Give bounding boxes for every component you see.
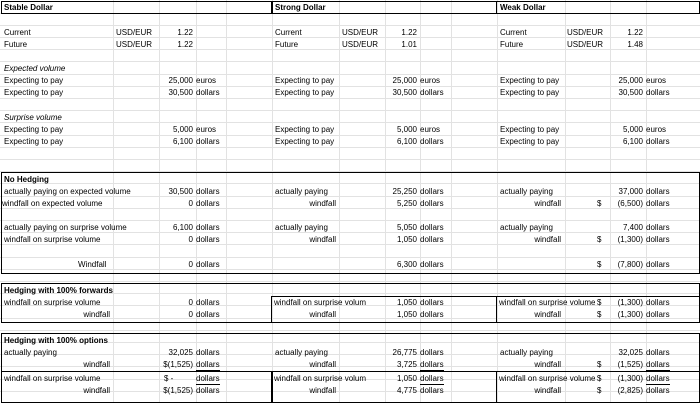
strong-opt-unit-2: dollars — [420, 360, 444, 369]
weak-dollar-sign-7: $ — [597, 374, 602, 383]
weak-dollar-sign-2: $ — [597, 235, 602, 244]
no-hedging-title: No Hedging — [4, 175, 49, 184]
weak-nh-pay-expected: 37,000 — [618, 187, 643, 196]
weak-dollar-header: Weak Dollar — [500, 3, 546, 12]
weak-expecting-1: Expecting to pay — [500, 76, 560, 85]
stable-opt-surprise-label: windfall on surprise volume — [4, 374, 101, 383]
weak-actual-label: actually paying — [500, 187, 553, 196]
stable-fwd-windfall-label: windfall on surprise volume — [4, 298, 101, 307]
stable-current-rate: 1.22 — [177, 28, 193, 37]
strong-nh-unit-3: dollars — [420, 223, 444, 232]
weak-nh-unit-4: dollars — [646, 235, 670, 244]
weak-opt-windfall-label-2: windfall — [534, 386, 561, 395]
stable-sur-euros: 5,000 — [172, 125, 193, 134]
strong-expecting-2: Expecting to pay — [275, 88, 335, 97]
stable-fwd-unit-2: dollars — [196, 310, 220, 319]
stable-future-label: Future — [4, 40, 28, 49]
stable-actual-expected-label: actually paying on expected volume — [4, 187, 131, 196]
weak-opt-pay: 32,025 — [618, 348, 643, 357]
weak-opt-unit-2: dollars — [646, 360, 670, 369]
stable-fwd-unit-1: dollars — [196, 298, 220, 307]
stable-opt-pay: 32,025 — [168, 348, 193, 357]
strong-fwd-b: 1,050 — [396, 310, 417, 319]
stable-nh-windfall-surprise: 0 — [188, 235, 193, 244]
weak-future-label: Future — [500, 40, 524, 49]
stable-opt-unit-3: dollars — [196, 374, 220, 383]
weak-windfall-label-2: windfall — [534, 235, 561, 244]
stable-sur-dollars: 6,100 — [172, 137, 193, 146]
stable-sexpecting-1: Expecting to pay — [4, 125, 64, 134]
strong-windfall-total: 6,300 — [396, 260, 417, 269]
weak-dollar-sign-6: $ — [597, 360, 602, 369]
stable-exp-dollars: 30,500 — [168, 88, 193, 97]
strong-opt-windfall: 3,725 — [396, 360, 417, 369]
weak-opt-actual-label: actually paying — [500, 348, 553, 357]
weak-nh-windfall-expected: (6,500) — [617, 199, 643, 208]
strong-opt-windfall-label-2: windfall — [309, 386, 336, 395]
weak-sunit-dollars: dollars — [646, 137, 670, 146]
stable-opt-unit-2: dollars — [196, 360, 220, 369]
expected-volume-label: Expected volume — [4, 64, 66, 73]
weak-windfall-total: (7,800) — [617, 260, 643, 269]
weak-future-rate: 1.48 — [627, 40, 643, 49]
strong-current-rate: 1.22 — [401, 28, 417, 37]
strong-exp-dollars: 30,500 — [392, 88, 417, 97]
strong-unit-euros: euros — [420, 76, 441, 85]
weak-usdeur-1: USD/EUR — [567, 28, 604, 37]
stable-nh-unit-3: dollars — [196, 223, 220, 232]
weak-unit-euros: euros — [646, 76, 667, 85]
strong-opt-windfall-label: windfall — [309, 360, 336, 369]
weak-nh-unit-3: dollars — [646, 223, 670, 232]
weak-nh-unit-2: dollars — [646, 199, 670, 208]
strong-windfall-label-2: windfall — [309, 235, 336, 244]
surprise-volume-label: Surprise volume — [4, 113, 62, 122]
weak-dollar-sign-8: $ — [597, 386, 602, 395]
strong-nh-pay-expected: 25,250 — [392, 187, 417, 196]
weak-sunit-euros: euros — [646, 125, 667, 134]
stable-windfall-total: 0 — [188, 260, 193, 269]
weak-dollar-sign-3: $ — [597, 260, 602, 269]
stable-usdeur-2: USD/EUR — [116, 40, 153, 49]
strong-fwd-a: 1,050 — [396, 298, 417, 307]
strong-nh-unit-4: dollars — [420, 235, 444, 244]
weak-fwd-unit-2: dollars — [646, 310, 670, 319]
weak-fwd-windfall-label-2: windfall — [534, 310, 561, 319]
weak-current-rate: 1.22 — [627, 28, 643, 37]
stable-total-unit: dollars — [196, 260, 220, 269]
weak-fwd-a: (1,300) — [617, 298, 643, 307]
strong-windfall-label: windfall — [309, 199, 336, 208]
weak-total-unit: dollars — [646, 260, 670, 269]
weak-exp-euros: 25,000 — [618, 76, 643, 85]
stable-nh-pay-surprise: 6,100 — [172, 223, 193, 232]
options-title: Hedging with 100% options — [4, 336, 109, 345]
stable-windfall-expected-label: windfall on expected volume — [2, 199, 103, 208]
weak-sexpecting-2: Expecting to pay — [500, 137, 560, 146]
strong-future-label: Future — [275, 40, 299, 49]
strong-dollar-header: Strong Dollar — [275, 3, 326, 12]
stable-opt-surprise: $ - — [164, 374, 174, 383]
stable-opt-windfall: $(1,525) — [163, 360, 193, 369]
stable-future-rate: 1.22 — [177, 40, 193, 49]
forwards-title: Hedging with 100% forwards — [4, 286, 113, 295]
strong-nh-pay-surprise: 5,050 — [396, 223, 417, 232]
stable-nh-unit-1: dollars — [196, 187, 220, 196]
weak-opt-unit-3: dollars — [646, 374, 670, 383]
weak-dollar-sign-5: $ — [597, 310, 602, 319]
weak-actual-label-2: actually paying — [500, 223, 553, 232]
stable-exp-euros: 25,000 — [168, 76, 193, 85]
weak-dollar-sign-4: $ — [597, 298, 602, 307]
strong-exp-euros: 25,000 — [392, 76, 417, 85]
stable-nh-pay-expected: 30,500 — [168, 187, 193, 196]
strong-sur-dollars: 6,100 — [396, 137, 417, 146]
strong-usdeur-2: USD/EUR — [342, 40, 379, 49]
weak-sexpecting-1: Expecting to pay — [500, 125, 560, 134]
strong-opt-unit-3: dollars — [420, 374, 444, 383]
strong-actual-label: actually paying — [275, 187, 328, 196]
strong-future-rate: 1.01 — [401, 40, 417, 49]
stable-opt-unit-4: dollars — [196, 386, 220, 395]
strong-usdeur-1: USD/EUR — [342, 28, 379, 37]
stable-nh-unit-4: dollars — [196, 235, 220, 244]
stable-actual-surprise-label: actually paying on surprise volume — [4, 223, 127, 232]
stable-sexpecting-2: Expecting to pay — [4, 137, 64, 146]
strong-opt-unit-1: dollars — [420, 348, 444, 357]
stable-sunit-euros: euros — [196, 125, 217, 134]
stable-fwd-windfall-label-2: windfall — [83, 310, 110, 319]
stable-nh-unit-2: dollars — [196, 199, 220, 208]
strong-sunit-euros: euros — [420, 125, 441, 134]
strong-sexpecting-2: Expecting to pay — [275, 137, 335, 146]
strong-sexpecting-1: Expecting to pay — [275, 125, 335, 134]
strong-nh-unit-2: dollars — [420, 199, 444, 208]
windfall-total-label: Windfall — [78, 260, 107, 269]
stable-windfall-surprise-label: windfall on surprise volume — [4, 235, 101, 244]
weak-opt-surprise: (1,300) — [617, 374, 643, 383]
stable-sunit-dollars: dollars — [196, 137, 220, 146]
strong-nh-windfall-expected: 5,250 — [396, 199, 417, 208]
stable-expecting-1: Expecting to pay — [4, 76, 64, 85]
weak-fwd-b: (1,300) — [617, 310, 643, 319]
strong-opt-surprise-label: windfall on surprise volum — [274, 374, 367, 383]
strong-total-unit: dollars — [420, 260, 444, 269]
weak-nh-windfall-surprise: (1,300) — [617, 235, 643, 244]
weak-usdeur-2: USD/EUR — [567, 40, 604, 49]
strong-opt-unit-4: dollars — [420, 386, 444, 395]
stable-nh-windfall-expected: 0 — [188, 199, 193, 208]
weak-opt-windfall: (1,525) — [617, 360, 643, 369]
stable-fwd-a: 0 — [188, 298, 193, 307]
stable-expecting-2: Expecting to pay — [4, 88, 64, 97]
weak-opt-windfall-label: windfall — [534, 360, 561, 369]
weak-windfall-label: windfall — [534, 199, 561, 208]
stable-dollar-header: Stable Dollar — [4, 3, 53, 12]
weak-unit-dollars: dollars — [646, 88, 670, 97]
strong-opt-pay: 26,775 — [392, 348, 417, 357]
stable-opt-actual-label: actually paying — [4, 348, 57, 357]
stable-fwd-b: 0 — [188, 310, 193, 319]
weak-opt-surprise-label: windfall on surprise volume — [499, 374, 595, 383]
weak-sur-euros: 5,000 — [622, 125, 643, 134]
strong-nh-windfall-surprise: 1,050 — [396, 235, 417, 244]
weak-opt-unit-4: dollars — [646, 386, 670, 395]
strong-opt-surprise: 1,050 — [396, 374, 417, 383]
strong-fwd-unit-2: dollars — [420, 310, 444, 319]
stable-opt-unit-1: dollars — [196, 348, 220, 357]
weak-opt-unit-1: dollars — [646, 348, 670, 357]
weak-fwd-windfall-label: windfall on surprise volume — [499, 298, 595, 307]
stable-opt-windfall2: $(1,525) — [163, 386, 193, 395]
strong-actual-label-2: actually paying — [275, 223, 328, 232]
weak-nh-pay-surprise: 7,400 — [622, 223, 643, 232]
weak-fwd-unit-1: dollars — [646, 298, 670, 307]
stable-current-label: Current — [4, 28, 31, 37]
weak-dollar-sign-1: $ — [597, 199, 602, 208]
strong-unit-dollars: dollars — [420, 88, 444, 97]
strong-fwd-windfall-label-2: windfall — [309, 310, 336, 319]
weak-current-label: Current — [500, 28, 527, 37]
strong-expecting-1: Expecting to pay — [275, 76, 335, 85]
strong-opt-actual-label: actually paying — [275, 348, 328, 357]
strong-fwd-windfall-label: windfall on surprise volum — [274, 298, 367, 307]
stable-opt-windfall-label: windfall — [83, 360, 110, 369]
stable-opt-windfall-label-2: windfall — [83, 386, 110, 395]
weak-exp-dollars: 30,500 — [618, 88, 643, 97]
strong-sunit-dollars: dollars — [420, 137, 444, 146]
strong-opt-windfall2: 4,775 — [396, 386, 417, 395]
weak-sur-dollars: 6,100 — [622, 137, 643, 146]
strong-sur-euros: 5,000 — [396, 125, 417, 134]
stable-usdeur-1: USD/EUR — [116, 28, 153, 37]
weak-nh-unit-1: dollars — [646, 187, 670, 196]
strong-fwd-unit-1: dollars — [420, 298, 444, 307]
strong-current-label: Current — [275, 28, 302, 37]
weak-expecting-2: Expecting to pay — [500, 88, 560, 97]
stable-unit-euros: euros — [196, 76, 217, 85]
stable-unit-dollars: dollars — [196, 88, 220, 97]
weak-opt-windfall2: (2,825) — [617, 386, 643, 395]
strong-nh-unit-1: dollars — [420, 187, 444, 196]
